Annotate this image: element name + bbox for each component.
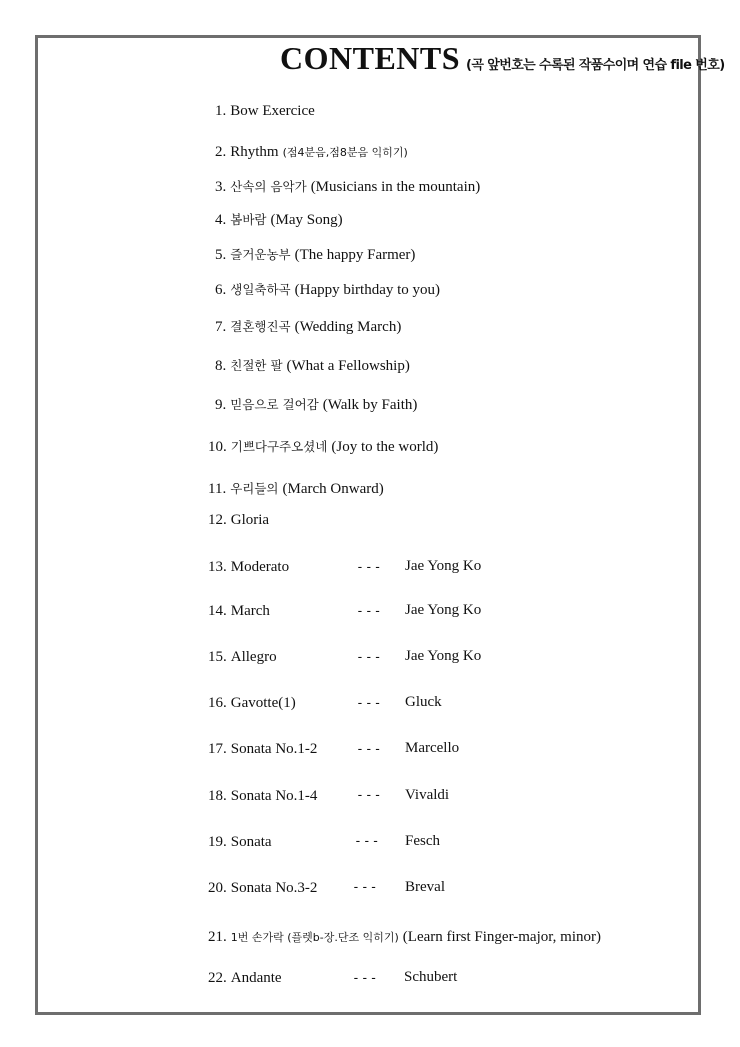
list-item [208,437,438,456]
item-title-english: (What a Fellowship) [286,358,410,374]
item-number: 6. [215,282,227,298]
item-title-korean: 생일축하곡 [230,282,291,297]
item-number: 19. [208,834,227,850]
item-number: 1. [215,103,227,119]
item-separator: --- [356,560,383,575]
item-number: 5. [215,247,227,263]
item-number: 14. [208,603,227,619]
list-item [208,969,282,987]
list-item [208,740,317,758]
item-title-english: (March Onward) [282,481,384,497]
item-separator: --- [356,742,383,757]
item-title-english: (Walk by Faith) [322,397,418,413]
item-number: 16. [208,695,227,711]
item-separator: --- [352,971,379,986]
item-number: 21. [208,929,227,945]
item-title-english: (Joy to the world) [331,439,439,455]
list-item [208,879,317,897]
list-item [215,102,315,120]
item-title-english: (Wedding March) [294,319,402,335]
item-title-korean: 봄바람 [230,212,267,227]
item-title: Sonata No.3-2 [230,880,318,896]
item-composer: Schubert [404,969,458,985]
list-item [208,787,317,805]
list-item [215,143,408,161]
list-item [215,280,440,299]
item-number: 4. [215,212,227,228]
item-number: 12. [208,512,227,528]
item-title-korean: 친절한 팔 [230,358,283,373]
item-number: 17. [208,741,227,757]
item-separator: --- [352,880,379,895]
item-title: Andante [230,970,282,986]
list-item [208,558,289,576]
item-number: 10. [208,439,227,455]
item-composer: Jae Yong Ko [405,602,482,618]
item-number: 3. [215,179,227,195]
item-note-korean: (점4분음,점8분음 익히기) [282,146,408,159]
list-item [215,395,417,414]
item-composer: Fesch [405,833,440,849]
list-item [208,648,277,666]
item-title-english: (Learn first Finger-major, minor) [402,929,601,945]
list-item [208,833,272,851]
item-title-korean: 1번 손가락 (플렛b-장.단조 익히기) [230,931,399,944]
item-title-korean: 기쁘다구주오셨네 [230,439,328,454]
item-number: 2. [215,144,227,160]
item-composer: Jae Yong Ko [405,648,482,664]
item-composer: Breval [405,879,445,895]
item-title-korean: 우리들의 [230,481,279,496]
item-number: 11. [208,481,227,497]
item-separator: --- [356,788,383,803]
item-separator: --- [356,696,383,711]
item-number: 8. [215,358,227,374]
item-title-korean: 즐거운농부 [230,247,291,262]
page-subtitle: (곡 앞번호는 수록된 작품수이며 연습 file 번호) [466,58,725,73]
list-item [215,356,410,375]
item-title: Rhythm [230,144,279,160]
contents-header [280,40,725,77]
item-separator: --- [356,604,383,619]
item-title: Gavotte(1) [230,695,296,711]
item-number: 7. [215,319,227,335]
item-title-korean: 믿음으로 걸어감 [230,397,319,412]
list-item [215,177,480,196]
item-composer: Jae Yong Ko [405,558,482,574]
item-title: Sonata [230,834,272,850]
item-title-korean: 결혼행진곡 [230,319,291,334]
item-number: 18. [208,788,227,804]
item-title-korean: 산속의 음악가 [230,179,307,194]
item-title: Sonata No.1-4 [230,788,318,804]
item-title: Allegro [230,649,277,665]
list-item [208,928,601,946]
item-title: Gloria [230,512,270,528]
item-number: 15. [208,649,227,665]
list-item [215,210,343,229]
list-item [208,602,270,620]
item-title-english: (The happy Farmer) [294,247,416,263]
item-title-english: (Happy birthday to you) [294,282,441,298]
item-title-english: (May Song) [270,212,343,228]
item-title: Sonata No.1-2 [230,741,318,757]
item-composer: Vivaldi [405,787,450,803]
item-separator: --- [356,650,383,665]
item-composer: Marcello [405,740,460,756]
item-number: 22. [208,970,227,986]
list-item [208,694,296,712]
item-number: 20. [208,880,227,896]
list-item [208,511,269,529]
item-title: March [230,603,270,619]
item-title: Bow Exercice [230,103,315,119]
item-title-english: (Musicians in the mountain) [310,179,481,195]
list-item [208,479,384,498]
list-item [215,245,415,264]
item-composer: Gluck [405,694,442,710]
item-number: 9. [215,397,227,413]
page-title: CONTENTS [280,40,461,76]
item-separator: --- [354,834,381,849]
item-title: Moderato [230,559,290,575]
item-number: 13. [208,559,227,575]
list-item [215,317,401,336]
